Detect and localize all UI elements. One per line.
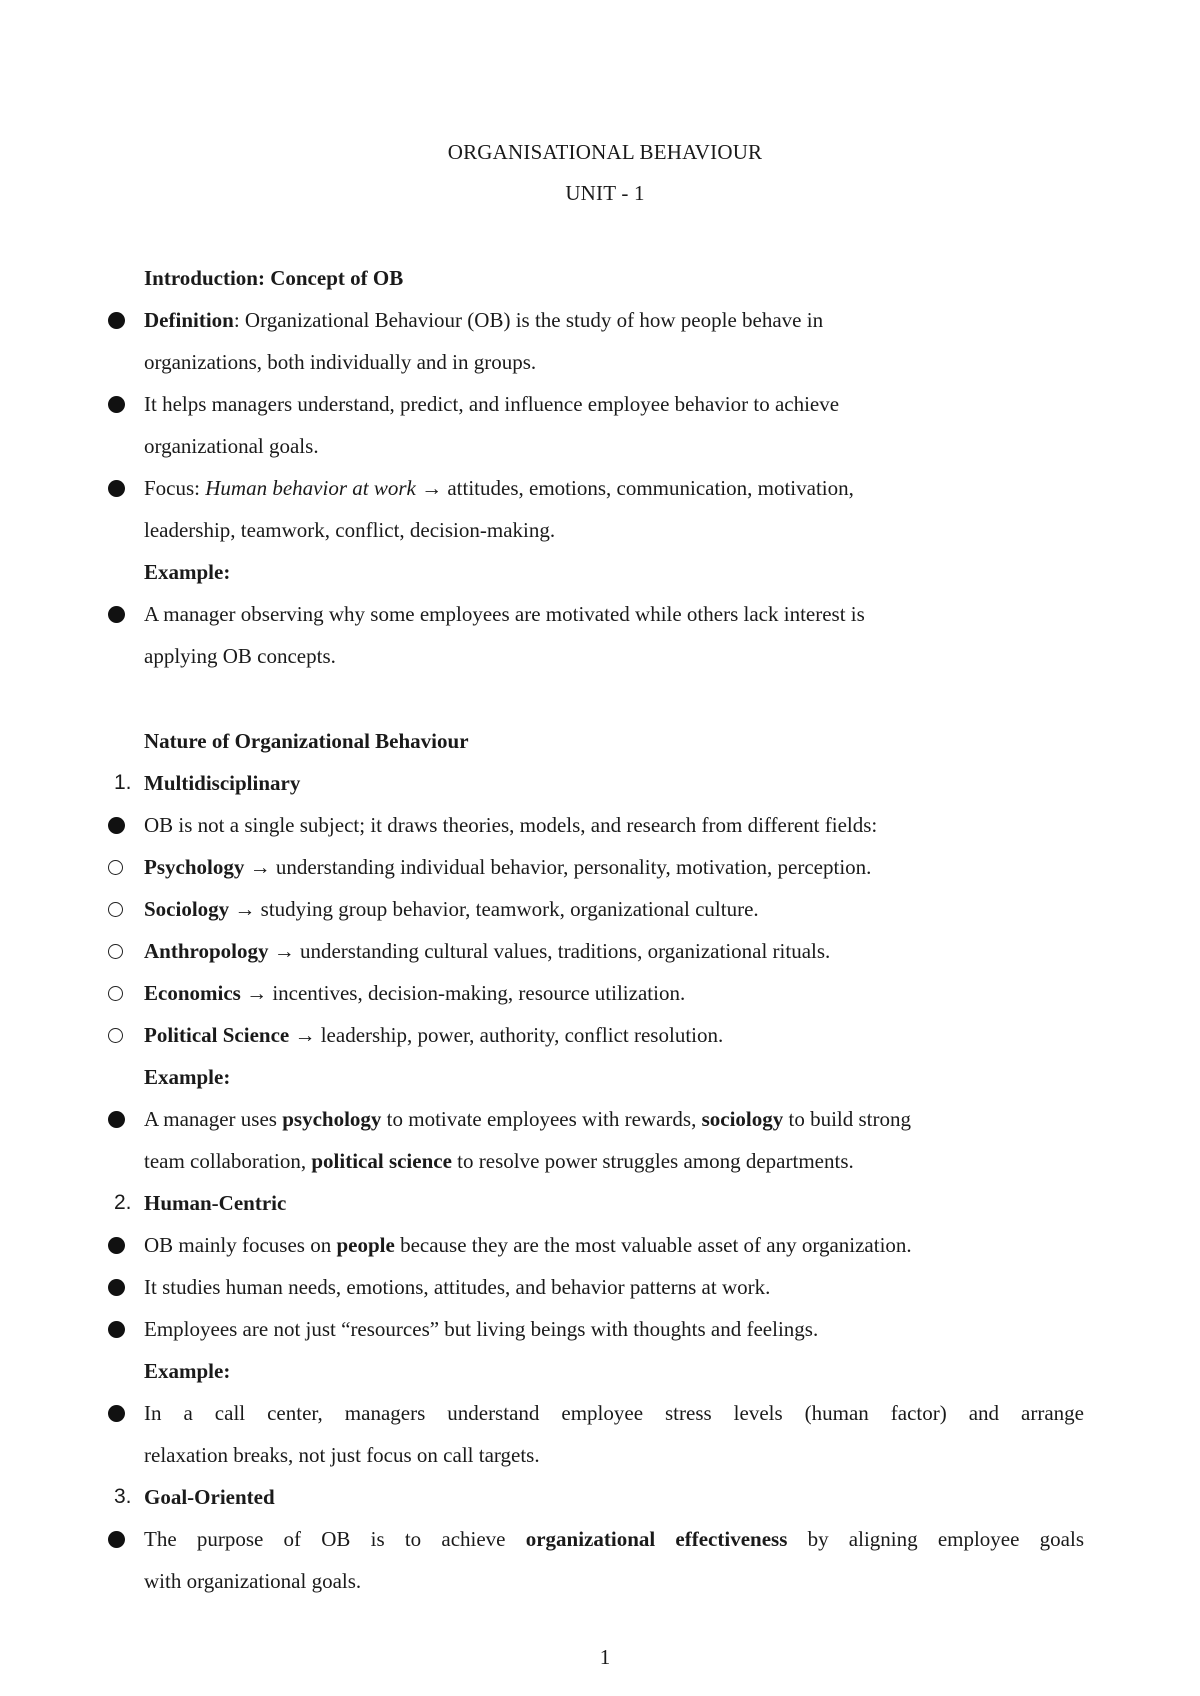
list-number: 1. bbox=[114, 771, 132, 794]
field-item-sociology: Sociology → studying group behavior, teamwork, organizational culture. bbox=[144, 897, 759, 921]
multidisciplinary-bullet: OB is not a single subject; it draws theories, models, and research from different fields: bbox=[144, 813, 878, 837]
section-heading-nature: Nature of Organizational Behaviour bbox=[144, 729, 469, 753]
field-item-economics: Economics → incentives, decision-making, resource utilization. bbox=[144, 981, 686, 1005]
section-heading-intro: Introduction: Concept of OB bbox=[144, 266, 404, 290]
circle-bullet-icon bbox=[108, 937, 132, 965]
human-centric-bullet-2: It studies human needs, emotions, attitudes, and behavior patterns at work. bbox=[144, 1275, 771, 1299]
focus-line-1: Focus: Human behavior at work → attitudes, emotions, communication, motivation, bbox=[144, 476, 854, 500]
human-centric-example-line-1: In a call center, managers understand employee stress levels (human factor) and arrange bbox=[144, 1401, 1084, 1425]
bullet-icon bbox=[108, 1105, 132, 1133]
helps-line-2: organizational goals. bbox=[144, 434, 319, 458]
circle-bullet-icon bbox=[108, 853, 132, 881]
circle-bullet-icon bbox=[108, 979, 132, 1007]
field-item-psychology: Psychology → understanding individual behavior, personality, motivation, perception. bbox=[144, 855, 872, 879]
example-label: Example: bbox=[144, 560, 231, 584]
human-centric-bullet-1: OB mainly focuses on people because they are the most valuable asset of any organization. bbox=[144, 1233, 912, 1257]
field-item-anthropology: Anthropology → understanding cultural values, traditions, organizational rituals. bbox=[144, 939, 831, 963]
bullet-icon bbox=[108, 811, 132, 839]
intro-example-line-2: applying OB concepts. bbox=[144, 644, 336, 668]
goal-oriented-line-1: The purpose of OB is to achieve organizational effectiveness by aligning employee goals bbox=[144, 1527, 1084, 1551]
subsection-title-human-centric: Human-Centric bbox=[144, 1191, 287, 1215]
field-item-political-science: Political Science → leadership, power, authority, conflict resolution. bbox=[144, 1023, 724, 1047]
bullet-icon bbox=[108, 306, 132, 334]
bullet-icon bbox=[108, 1399, 132, 1427]
human-centric-example-line-2: relaxation breaks, not just focus on call targets. bbox=[144, 1443, 540, 1467]
bullet-icon bbox=[108, 1315, 132, 1343]
bullet-icon bbox=[108, 474, 132, 502]
example-label: Example: bbox=[144, 1065, 231, 1089]
page-number: 1 bbox=[599, 1645, 611, 1669]
circle-bullet-icon bbox=[108, 1021, 132, 1049]
bullet-icon bbox=[108, 600, 132, 628]
document-title: ORGANISATIONAL BEHAVIOUR bbox=[447, 140, 763, 164]
goal-oriented-line-2: with organizational goals. bbox=[144, 1569, 362, 1593]
helps-line-1: It helps managers understand, predict, and influence employee behavior to achieve bbox=[144, 392, 840, 416]
definition-line-2: organizations, both individually and in groups. bbox=[144, 350, 537, 374]
bullet-icon bbox=[108, 390, 132, 418]
example-label: Example: bbox=[144, 1359, 231, 1383]
focus-line-2: leadership, teamwork, conflict, decision-making. bbox=[144, 518, 556, 542]
list-number: 3. bbox=[114, 1485, 132, 1508]
subsection-title-goal-oriented: Goal-Oriented bbox=[144, 1485, 275, 1509]
unit-label: UNIT - 1 bbox=[565, 181, 645, 205]
list-number: 2. bbox=[114, 1191, 132, 1214]
bullet-icon bbox=[108, 1231, 132, 1259]
subsection-title-multidisciplinary: Multidisciplinary bbox=[144, 771, 301, 795]
bullet-icon bbox=[108, 1273, 132, 1301]
bullet-icon bbox=[108, 1525, 132, 1553]
human-centric-bullet-3: Employees are not just “resources” but living beings with thoughts and feelings. bbox=[144, 1317, 819, 1341]
circle-bullet-icon bbox=[108, 895, 132, 923]
intro-example-line-1: A manager observing why some employees are motivated while others lack interest is bbox=[144, 602, 865, 626]
multidisciplinary-example-line-2: team collaboration, political science to resolve power struggles among departments. bbox=[144, 1149, 854, 1173]
multidisciplinary-example-line-1: A manager uses psychology to motivate employees with rewards, sociology to build strong bbox=[144, 1107, 912, 1131]
definition-line-1: Definition: Organizational Behaviour (OB) is the study of how people behave in bbox=[144, 308, 824, 332]
